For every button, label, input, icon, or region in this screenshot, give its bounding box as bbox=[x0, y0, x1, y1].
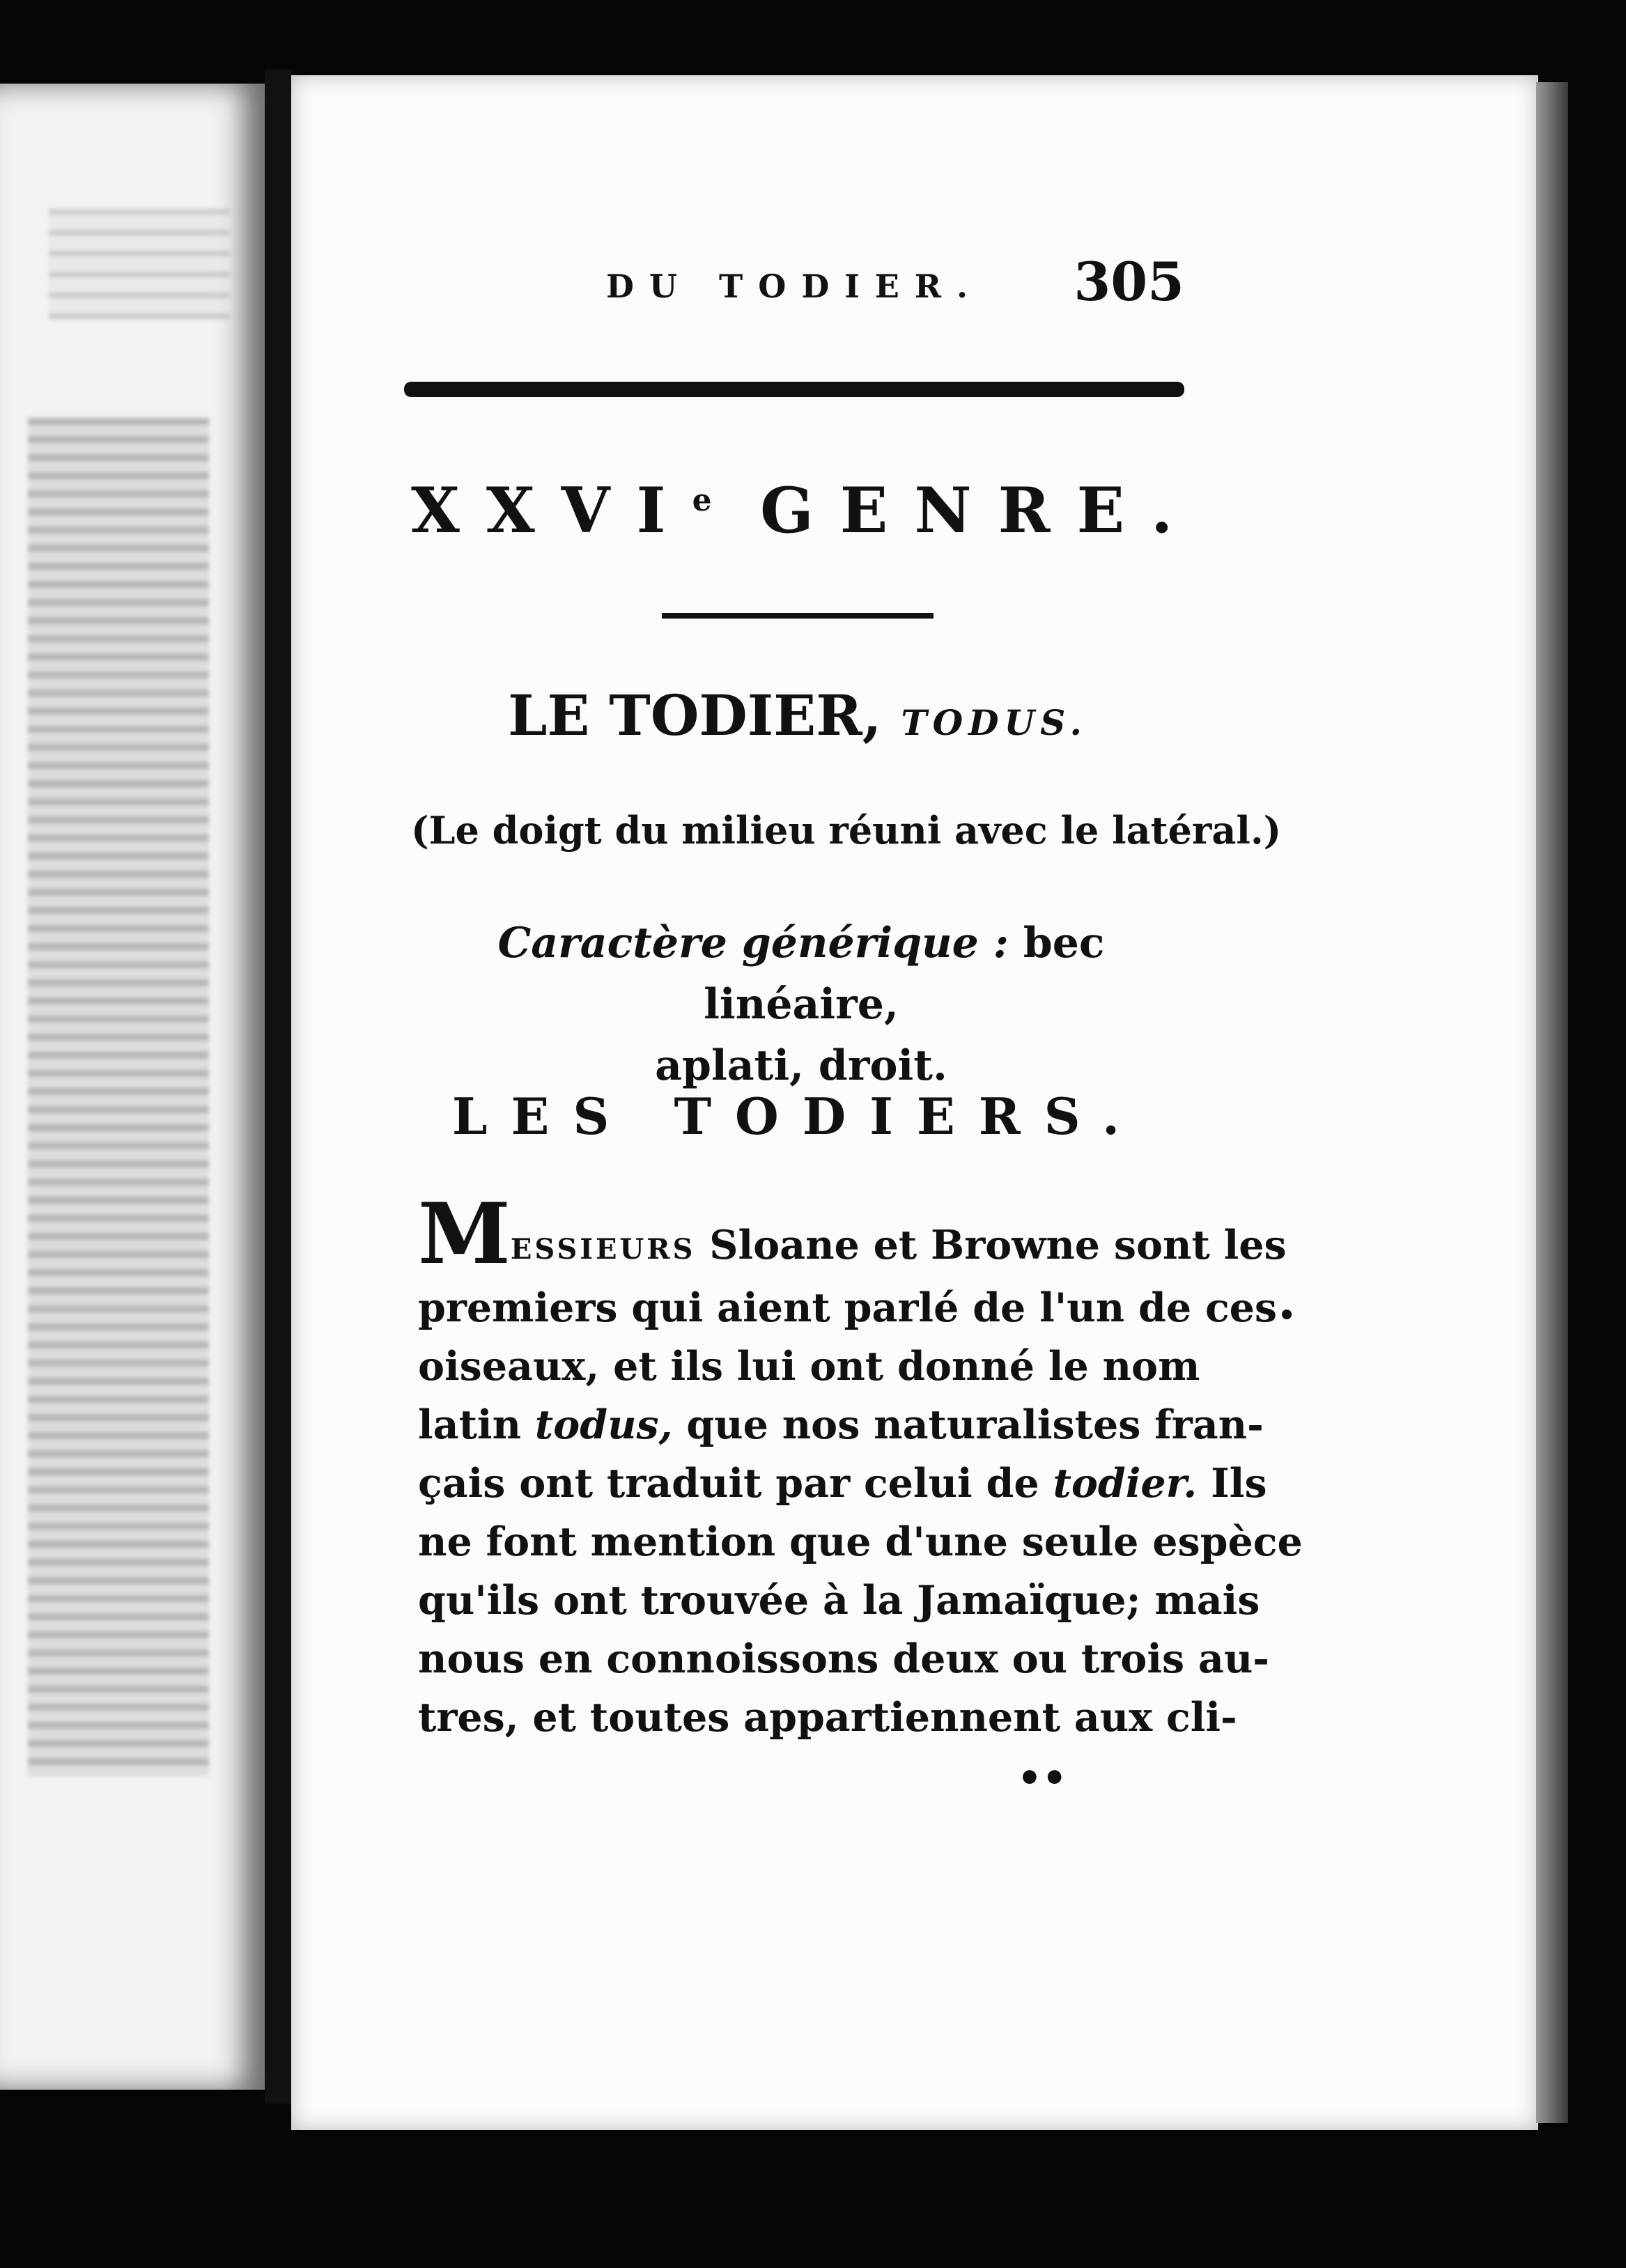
body-line-5-italic: todier. bbox=[1053, 1460, 1198, 1507]
running-head: DU TODIER. bbox=[606, 267, 984, 305]
catchword: •• bbox=[1017, 1755, 1067, 1801]
small-caps-word: ESSIEURS bbox=[510, 1233, 696, 1266]
short-rule bbox=[662, 613, 934, 619]
body-line-5-b: Ils bbox=[1211, 1460, 1267, 1507]
ink-speck bbox=[1282, 1310, 1292, 1319]
body-line-8: nous en connoissons deux ou trois au- bbox=[418, 1636, 1269, 1682]
facing-page-left bbox=[0, 84, 265, 2090]
thick-rule bbox=[404, 382, 1184, 397]
body-line-5-a: çais ont traduit par celui de bbox=[418, 1460, 1039, 1507]
title-latin: TODUS. bbox=[901, 702, 1087, 743]
book-gutter bbox=[265, 70, 293, 2104]
page-edge bbox=[1536, 82, 1568, 2123]
facing-page-faint-text-block bbox=[28, 418, 209, 1776]
subtitle: (Le doigt du milieu réuni avec le latéral.) bbox=[411, 808, 1282, 853]
body-line-4-a: latin bbox=[418, 1401, 522, 1448]
caractere-text-2: aplati, droit. bbox=[655, 1041, 947, 1090]
body-line-7: qu'ils ont trouvée à la Jamaïque; mais bbox=[418, 1577, 1260, 1624]
body-line-3: oiseaux, et ils lui ont donné le nom bbox=[418, 1343, 1200, 1390]
body-line-4-b: que nos naturalistes fran- bbox=[686, 1401, 1264, 1448]
body-line-5 bbox=[418, 1454, 1267, 1513]
species-title bbox=[411, 683, 1184, 748]
caractere-label: Caractère générique : bbox=[497, 919, 1009, 968]
caractere-text-1: bec linéaire, bbox=[704, 919, 1105, 1029]
body-line-4-italic: todus, bbox=[534, 1401, 673, 1448]
body-line-4 bbox=[418, 1396, 1264, 1454]
section-heading: LES TODIERS. bbox=[451, 1087, 1144, 1146]
title-main: LE TODIER, bbox=[508, 683, 882, 748]
page-header bbox=[606, 251, 1184, 327]
generic-character bbox=[418, 912, 1184, 1096]
genre-number: XXVI bbox=[411, 474, 692, 547]
body-line-6: ne font mention que d'une seule espèce bbox=[418, 1519, 1303, 1565]
body-line-1 bbox=[418, 1185, 1287, 1283]
genre-heading bbox=[411, 474, 1200, 547]
genre-superscript: e bbox=[692, 483, 712, 518]
body-line-9: tres, et toutes appartiennent aux cli- bbox=[418, 1694, 1237, 1741]
page-number: 305 bbox=[1074, 251, 1184, 313]
genre-word: GENRE. bbox=[759, 474, 1200, 547]
body-line-1-text: Sloane et Browne sont les bbox=[709, 1222, 1287, 1268]
drop-cap: M bbox=[418, 1185, 511, 1283]
body-text bbox=[418, 1185, 1303, 1747]
body-line-2: premiers qui aient parlé de l'un de ces bbox=[418, 1284, 1278, 1331]
facing-page-faint-text bbox=[49, 209, 230, 320]
